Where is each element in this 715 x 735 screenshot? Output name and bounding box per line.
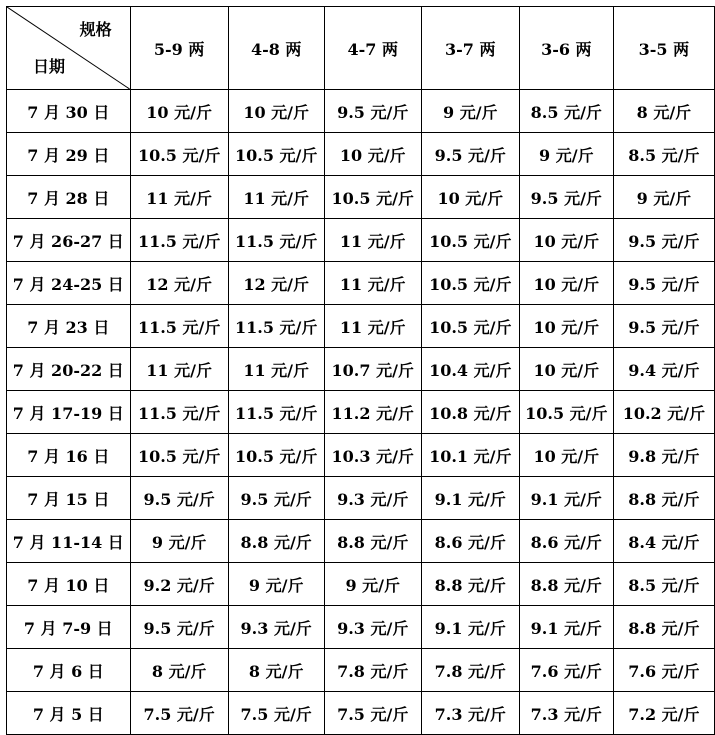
price-cell: 9.1 元/斤: [421, 477, 519, 520]
date-cell: 7 月 16 日: [7, 434, 131, 477]
price-cell: 10.5 元/斤: [324, 176, 421, 219]
price-cell: 10 元/斤: [519, 348, 613, 391]
price-cell: 8 元/斤: [228, 649, 324, 692]
price-cell: 10 元/斤: [519, 305, 613, 348]
table-row: [7, 649, 715, 692]
price-cell: 8.8 元/斤: [421, 563, 519, 606]
date-cell: 7 月 7-9 日: [7, 606, 131, 649]
price-cell: 11.5 元/斤: [228, 391, 324, 434]
column-header: 4-7 两: [324, 7, 421, 90]
price-cell: 8.8 元/斤: [613, 477, 714, 520]
price-table: [6, 6, 715, 735]
corner-date-label: 日期: [33, 57, 66, 76]
price-cell: 10.5 元/斤: [421, 219, 519, 262]
corner-spec-label: 规格: [79, 20, 112, 39]
price-cell: 11.5 元/斤: [130, 305, 228, 348]
price-cell: 8.5 元/斤: [519, 90, 613, 133]
price-cell: 10 元/斤: [228, 90, 324, 133]
price-cell: 9 元/斤: [613, 176, 714, 219]
price-cell: 9.3 元/斤: [324, 606, 421, 649]
price-cell: 8.8 元/斤: [228, 520, 324, 563]
table-row: [7, 520, 715, 563]
price-cell: 9.5 元/斤: [519, 176, 613, 219]
date-cell: 7 月 30 日: [7, 90, 131, 133]
price-cell: 10.8 元/斤: [421, 391, 519, 434]
price-cell: 8.6 元/斤: [421, 520, 519, 563]
price-cell: 10 元/斤: [519, 434, 613, 477]
price-cell: 10.5 元/斤: [130, 133, 228, 176]
date-cell: 7 月 24-25 日: [7, 262, 131, 305]
price-cell: 10.5 元/斤: [228, 434, 324, 477]
date-cell: 7 月 5 日: [7, 692, 131, 735]
date-cell: 7 月 29 日: [7, 133, 131, 176]
price-cell: 8.8 元/斤: [519, 563, 613, 606]
price-cell: 11 元/斤: [324, 305, 421, 348]
table-row: [7, 90, 715, 133]
price-cell: 9.4 元/斤: [613, 348, 714, 391]
price-cell: 9 元/斤: [228, 563, 324, 606]
price-cell: 9.5 元/斤: [130, 606, 228, 649]
price-cell: 9.2 元/斤: [130, 563, 228, 606]
price-cell: 10.4 元/斤: [421, 348, 519, 391]
price-cell: 9.1 元/斤: [519, 606, 613, 649]
price-cell: 10.5 元/斤: [130, 434, 228, 477]
price-cell: 11.5 元/斤: [228, 219, 324, 262]
price-cell: 9.5 元/斤: [228, 477, 324, 520]
price-cell: 12 元/斤: [228, 262, 324, 305]
table-row: [7, 391, 715, 434]
price-cell: 11 元/斤: [324, 262, 421, 305]
price-cell: 9.8 元/斤: [613, 434, 714, 477]
table-row: [7, 133, 715, 176]
date-cell: 7 月 10 日: [7, 563, 131, 606]
price-cell: 8.5 元/斤: [613, 133, 714, 176]
price-cell: 11 元/斤: [130, 348, 228, 391]
price-cell: 7.6 元/斤: [519, 649, 613, 692]
price-cell: 9.5 元/斤: [613, 305, 714, 348]
date-cell: 7 月 20-22 日: [7, 348, 131, 391]
price-cell: 11.5 元/斤: [130, 391, 228, 434]
price-cell: 9.5 元/斤: [613, 262, 714, 305]
column-header: 3-7 两: [421, 7, 519, 90]
corner-header-cell: [7, 7, 131, 90]
price-cell: 7.3 元/斤: [519, 692, 613, 735]
price-cell: 9 元/斤: [421, 90, 519, 133]
price-cell: 7.5 元/斤: [130, 692, 228, 735]
price-cell: 7.8 元/斤: [324, 649, 421, 692]
price-cell: 10.2 元/斤: [613, 391, 714, 434]
table-row: [7, 606, 715, 649]
price-cell: 11 元/斤: [130, 176, 228, 219]
price-cell: 9 元/斤: [324, 563, 421, 606]
price-cell: 8.5 元/斤: [613, 563, 714, 606]
price-cell: 9.5 元/斤: [613, 219, 714, 262]
price-cell: 9.5 元/斤: [130, 477, 228, 520]
price-cell: 8 元/斤: [613, 90, 714, 133]
column-header: 3-5 两: [613, 7, 714, 90]
price-cell: 10.1 元/斤: [421, 434, 519, 477]
price-cell: 10.5 元/斤: [228, 133, 324, 176]
price-cell: 9.3 元/斤: [228, 606, 324, 649]
price-cell: 10 元/斤: [421, 176, 519, 219]
price-cell: 8 元/斤: [130, 649, 228, 692]
price-cell: 11 元/斤: [228, 348, 324, 391]
price-cell: 9.1 元/斤: [519, 477, 613, 520]
table-row: [7, 176, 715, 219]
price-cell: 11.5 元/斤: [130, 219, 228, 262]
date-cell: 7 月 15 日: [7, 477, 131, 520]
price-cell: 8.6 元/斤: [519, 520, 613, 563]
price-cell: 9 元/斤: [519, 133, 613, 176]
price-cell: 11.5 元/斤: [228, 305, 324, 348]
price-cell: 9.1 元/斤: [421, 606, 519, 649]
price-cell: 12 元/斤: [130, 262, 228, 305]
price-cell: 7.5 元/斤: [324, 692, 421, 735]
table-row: [7, 692, 715, 735]
price-cell: 7.8 元/斤: [421, 649, 519, 692]
price-cell: 10.7 元/斤: [324, 348, 421, 391]
table-row: [7, 219, 715, 262]
price-cell: 7.2 元/斤: [613, 692, 714, 735]
table-row: [7, 305, 715, 348]
table-row: [7, 434, 715, 477]
header-row: [7, 7, 715, 90]
price-cell: 11 元/斤: [324, 219, 421, 262]
table-row: [7, 477, 715, 520]
date-cell: 7 月 6 日: [7, 649, 131, 692]
price-cell: 11.2 元/斤: [324, 391, 421, 434]
column-header: 4-8 两: [228, 7, 324, 90]
price-cell: 9.5 元/斤: [324, 90, 421, 133]
date-cell: 7 月 17-19 日: [7, 391, 131, 434]
date-cell: 7 月 23 日: [7, 305, 131, 348]
price-cell: 10.5 元/斤: [519, 391, 613, 434]
price-cell: 8.8 元/斤: [324, 520, 421, 563]
table-row: [7, 563, 715, 606]
price-cell: 11 元/斤: [228, 176, 324, 219]
table-row: [7, 262, 715, 305]
price-cell: 10 元/斤: [130, 90, 228, 133]
price-cell: 7.3 元/斤: [421, 692, 519, 735]
date-cell: 7 月 11-14 日: [7, 520, 131, 563]
price-cell: 7.5 元/斤: [228, 692, 324, 735]
price-cell: 9.5 元/斤: [421, 133, 519, 176]
date-cell: 7 月 28 日: [7, 176, 131, 219]
price-cell: 7.6 元/斤: [613, 649, 714, 692]
price-cell: 9.3 元/斤: [324, 477, 421, 520]
price-cell: 8.8 元/斤: [613, 606, 714, 649]
price-cell: 10 元/斤: [324, 133, 421, 176]
date-cell: 7 月 26-27 日: [7, 219, 131, 262]
price-cell: 9 元/斤: [130, 520, 228, 563]
table-body: [7, 90, 715, 735]
price-cell: 10.5 元/斤: [421, 262, 519, 305]
column-header: 5-9 两: [130, 7, 228, 90]
price-cell: 10 元/斤: [519, 262, 613, 305]
price-cell: 10.3 元/斤: [324, 434, 421, 477]
price-cell: 10.5 元/斤: [421, 305, 519, 348]
column-header: 3-6 两: [519, 7, 613, 90]
table-row: [7, 348, 715, 391]
price-cell: 8.4 元/斤: [613, 520, 714, 563]
price-cell: 10 元/斤: [519, 219, 613, 262]
